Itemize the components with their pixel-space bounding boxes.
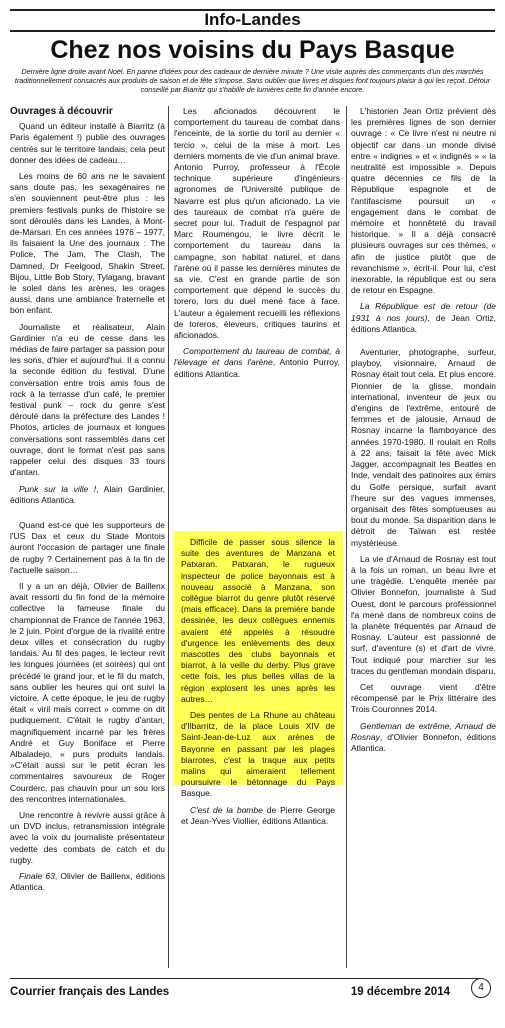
book-title: Comportement du taureau de combat, à l'élevage et dans l'arène — [174, 346, 340, 368]
paragraph: La vie d'Arnaud de Rosnay est tout à la fois un roman, un beau livre et une tragédie. L'enquête menée par Olivier Bonnefon, journaliste à Sud Ouest, dont le parcours professionnel l'a mené dans de nombreux coins de la planète fréquentés par Arnaud de Rosnay. L'auteur est passionné de surf, d'aventure (s) et d'art de vivre. Tout indiqué pour marcher sur les traces du gentleman mondain disparu. — [351, 553, 496, 676]
paragraph: Quand est-ce que les supporteurs de l'US Dax et ceux du Stade Montois auront l'occasion de partager une finale de rugby ? Certainement pas à la fin de l'actuelle saison… — [10, 519, 165, 575]
book-credit — [181, 805, 335, 827]
book-credit-detail: , Olivier de Baillenx, éditions Atlantica. — [10, 871, 166, 893]
paragraph: Des pentes de La Rhune au château d'Ilbarritz, de la place Louis XIV de Saint-Jean-de-Luz aux arènes de Bayonne en passant par les plages biarrotes, c'est la traque aux petits malins qui aimeraient tellement poursuivre le bétonnage du Pays Basque. — [181, 710, 335, 799]
book-credit — [351, 301, 496, 335]
book-title: C'est de la bombe — [190, 804, 263, 815]
subhead: Ouvrages à découvrir — [10, 106, 113, 117]
column-2 — [174, 106, 340, 385]
book-credit-detail: , d'Olivier Bonnefon, éditions Atlantica. — [351, 731, 496, 753]
column-rule — [168, 106, 169, 968]
column-1 — [10, 106, 165, 898]
book-credit — [174, 346, 340, 380]
highlight-box — [173, 531, 343, 826]
publication-name: Courrier français des Landes — [10, 986, 170, 998]
book-credit — [10, 871, 165, 893]
paragraph: L'historien Jean Ortiz prévient dès les premières lignes de son dernier ouvrage : « Ce livre n'est ni neutre ni objectif car dans un monde divisé entre « indignes » et « indignés » « la neutralité est impossible ». Depuis quatre décennies ce fils de la République espagnole et de l'antifascisme poursuit un « engagement dans le combat de mémoire et honnêteté du travail historique. » Il a déjà consacré plusieurs ouvrages sur ces thèmes, « afin de justice plutôt que de revanchisme », écrit-il. Pour lui, c'est inexorable, la république est ou sera de retour en Espagne. — [351, 106, 496, 296]
paragraph: Cet ouvrage vient d'être récompensé par le Prix littéraire des Trois Couronnes 2014. — [351, 681, 496, 715]
book-credit-detail: , de Jean Ortiz, éditions Atlantica. — [351, 312, 497, 334]
paragraph: Une rencontre à revivre aussi grâce à un DVD inclus, retransmission intégrale avec la voix du journaliste présentateur vedette des combats de catch et du rugby. — [10, 809, 165, 865]
book-credit — [351, 721, 496, 755]
issue-date: 19 décembre 2014 — [350, 986, 450, 998]
paragraph: Les aficionados découvrent le comportement du taureau de combat dans l'enceinte, de la sortie du toril au dernier « tercio », celui de la mise à mort. Les derniers moments de vie d'un animal brave. Antonio Purroy, professeur à l'École technique supérieure d'ingénieurs agronomes de l'Université publique de Navarre est plus qu'un aficionado. La vie des taureaux de combat n'a guère de secret pour lui. Traduit de l'espagnol par Marc Roumengou, le livre décrit le comportement du taureau dans la campagne, son habitat naturel, et dans l'arène où il passe les dernières minutes de sa vie. C'est en grande partie de son comportement que dépend le succès du torero, lors du duel mené face à face. L'auteur a également recueilli les réflexions de toreros, éleveurs, critiques taurins et aficionados. — [174, 106, 340, 341]
article-headline: Chez nos voisins du Pays Basque — [50, 36, 455, 64]
book-title: La République est de retour (de 1931 à nos jours) — [351, 301, 496, 323]
book-title: Gentleman de extrême, Arnaud de Rosnay — [351, 720, 496, 742]
paragraph: Il y a un an déjà, Olivier de Baillenx avait ressorti du fin fond de la mémoire collective la fameuse finale du championnat de France de l'année 1963, le 2 juin. Point d'orgue de la rivalité entre deux villes et consécration du rugby landais. Au fil des pages, le lecteur revit les longues journées (et soirées) qui ont précédé le grand jour, et le fil du match, sans oublier les heures qui ont suivi la victoire. À cette époque, le jeu de rugby était « viril mais correct » comme on dit pudiquement. C'était le rugby d'antan, magnifiquement incarné par les frères André et Guy Boniface et Pierre Albaladejo, « purs produits landais. »C'était aussi sur le petit écran les commentaires savoureux de Roger Courderc, pas chauvin pour un sou lors des rencontres internationales. — [10, 580, 165, 804]
book-credit — [10, 484, 165, 506]
paragraph: Aventurier, photographe, surfeur, playboy, visionnaire, Arnaud de Rosnay était tout cela. Et plus encore. Pionnier de la glisse, mondain international, inventeur de jeux ou d'engins de l'extrême, entouré de femmes et de jalousie, Arnaud de Rosnay incarne la flamboyance des années 1970-1980. Il roulait en Rolls à 22 ans, faisait la fête avec Mick Jagger, accompagnait les Beatles en Inde, vendait des patinoires aux émirs du Golfe persique, surfait avant l'heure sur des vagues immenses, organisait des fêtes somptueuses au bout du monde. Sa disparition dans le détroit de Taïwan est restée mystérieuse. — [351, 347, 496, 548]
paragraph: Quand un éditeur installé à Biarritz (à Paris également !) publie des ouvrages centrés sur le territoire landais, cela peut donner des idées de cadeau… — [10, 121, 165, 165]
book-title: Punk sur la ville ! — [19, 483, 97, 494]
section-rubric — [10, 9, 495, 32]
page-number: 4 — [471, 978, 491, 998]
rubric-title: Info-Landes — [204, 10, 301, 29]
paragraph: Journaliste et réalisateur, Alain Gardinier n'a eu de cesse dans les médias de faire partager sa passion pour les sons, d'hier et aujourd'hui. Il a connu la seconde édition du festival. D'une conversation entre trois amis fous de rock à la terrasse d'un café, le premier festival punk – rock du genre s'est déroulé dans la préfecture des Landes ! Photos, articles de journaux et longues conversations sont rassemblés dans cet ouvrage, dont le format n'est pas sans rappeler celui des disques 33 tours d'antan. — [10, 321, 165, 478]
article-lead: Dernière ligne droite avant Noël. En panne d'idées pour des cadeaux de dernière minute ? Une visite auprès des commerçants d'un des marchés traditionnellement consacrés aux produits de saison et de fête s'impose. Sans oublier que livres et disques font toujours plaisir à qui les reçoit. Détour conseillé par Biarritz qui s'habille de lumières cette fin d'année encore. — [14, 67, 491, 94]
footer-rule — [10, 978, 480, 979]
book-title: Finale 63 — [19, 871, 55, 881]
page-footer — [0, 978, 505, 1018]
book-credit-detail: de Pierre George et Jean-Yves Viollier, éditions Atlantica. — [181, 804, 335, 826]
paragraph: Les moins de 60 ans ne le savaient sans doute pas, les sexagénaires ne s'en souviennent peut-être plus : les premiers festivals punks de l'histoire se sont déroulés dans les Landes, à Mont-de-Marsan. En ces années 1976 – 1977, ils faisaient la Une des journaux : The Police, The Jam, The Clash, The Damned, Dr Feelgood, Shakin Street, Bijou, Little Bob Story, Tylagang, bravant le soleil dans les arènes, les orages aussi, dans une ambiance fraternelle et bon enfant. — [10, 171, 165, 316]
column-3 — [351, 106, 496, 759]
book-credit-detail: , Alain Gardinier, éditions Atlantica. — [10, 483, 165, 505]
book-credit-detail: , Antonio Purroy, éditions Atlantica. — [174, 357, 340, 379]
paragraph: Difficile de passer sous silence la suite des aventures de Manzana et Patxaran. Patxaran, le rugueux inspecteur de police bayonnais est à nouveau associé à Manzana, son collègue biarrot du genre plutôt réservé (mais efficace). Dans la première bande dessinée, les deux collègues ennemis avaient été appelés à résoudre d'urgence les enlèvements des deux mascottes des clubs bayonnais et biarrot, à la veille du derby. Plus grave cette fois, les plus belles villas de la région explosent les unes après les autres… — [181, 537, 335, 704]
column-rule — [346, 106, 347, 968]
